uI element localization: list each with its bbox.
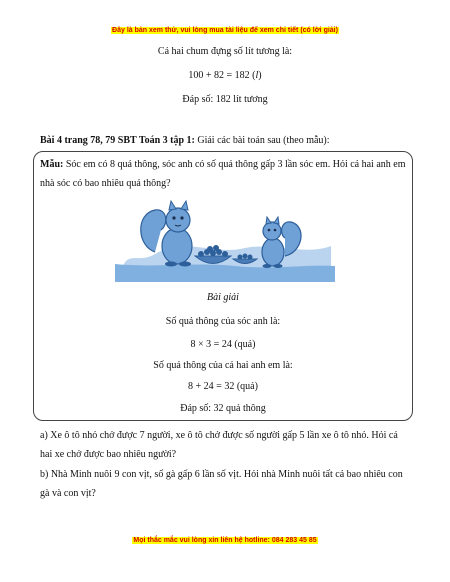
prev-solution-statement: Cả hai chum đựng số lít tương là: [157,46,293,57]
example-problem-text: Sóc em có 8 quả thông, sóc anh có số quả thông gấp 3 lần sóc em. Hỏi cả hai anh em nhà sóc có bao nhiêu quả thông? [40,159,406,189]
exercise-instruction: Giải các bài toán sau (theo mẫu): [194,135,330,146]
question-b: b) Nhà Minh nuôi 9 con vịt, số gà gấp 6 lần số vịt. Hỏi nhà Minh nuôi tất cả bao nhiêu con gà và con vịt? [40,469,403,499]
solution-answer: Đáp số: 32 quả thông [180,403,266,414]
solution-line-4: 8 + 24 = 32 (quả) [188,381,258,392]
exercise-heading [40,135,330,146]
prev-solution-calc: 100 + 82 = 182 (l) [188,70,262,81]
prev-solution-answer: Đáp số: 182 lít tương [182,94,268,105]
preview-notice-text: Đây là bản xem thử, vui lòng mua tài liệu để xem chi tiết (có lời giải) [112,27,338,34]
solution-title: Bài giải [207,292,239,303]
example-problem [40,155,412,193]
solution-line-1: Số quả thông của sóc anh là: [165,316,281,327]
squirrels-illustration [115,196,335,282]
preview-notice-banner [0,27,450,34]
solution-line-2: 8 × 3 = 24 (quả) [190,339,256,350]
hotline-notice-text: Mọi thắc mắc vui lòng xin liên hệ hotline: 084 283 45 85 [133,537,317,544]
exercise-title: Bài 4 trang 78, 79 SBT Toán 3 tập 1: [40,135,195,146]
question-a: a) Xe ô tô nhỏ chở được 7 người, xe ô tô chở được số người gấp 5 lần xe ô tô nhỏ. Hỏi cả hai xe chở được bao nhiêu người? [40,430,398,460]
hotline-notice-banner [0,537,450,544]
solution-line-3: Số quả thông của cả hai anh em là: [153,360,293,371]
example-label: Mẫu: [40,159,64,170]
